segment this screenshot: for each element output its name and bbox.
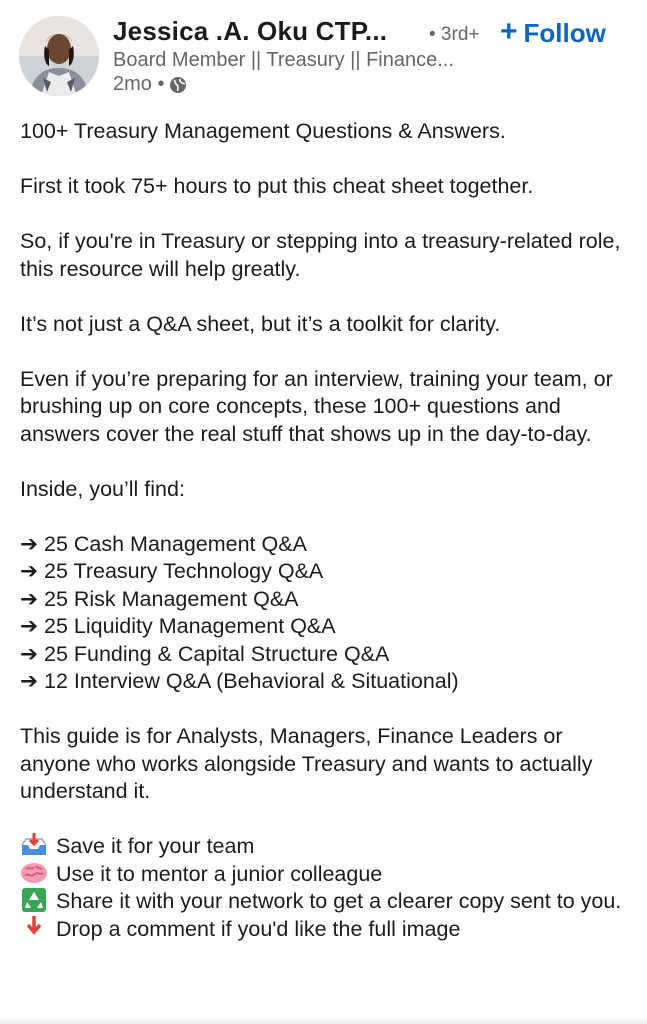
action-line — [20, 833, 632, 861]
author-avatar[interactable] — [19, 16, 99, 96]
brain-icon — [20, 861, 48, 885]
topics-list — [20, 531, 632, 696]
connection-degree: • 3rd+ — [429, 24, 480, 45]
list-item: ➔ 25 Treasury Technology Q&A — [20, 559, 324, 583]
author-name[interactable]: Jessica .A. Oku CTP... — [113, 16, 388, 46]
post-paragraph: Inside, you’ll find: — [20, 476, 185, 501]
action-text: Save it for your team — [56, 834, 255, 858]
inbox-tray-icon — [20, 833, 48, 857]
post-paragraph: This guide is for Analysts, Managers, Finance Leaders or anyone who works alongside Treasury and wants to actually understand it. — [20, 724, 593, 803]
post-meta — [113, 73, 187, 96]
post-time: 2mo • — [113, 73, 165, 95]
post-body — [20, 118, 632, 943]
action-text: Use it to mentor a junior colleague — [56, 861, 383, 886]
action-line — [20, 916, 632, 944]
follow-label: Follow — [523, 17, 606, 48]
action-line — [20, 861, 632, 889]
post-paragraph: So, if you're in Treasury or stepping into a treasury-related role, this resource will help greatly. — [20, 229, 621, 281]
author-headline: Board Member || Treasury || Finance... — [113, 49, 454, 71]
post-paragraph: Even if you’re preparing for an interview, training your team, or brushing up on core concepts, these 100+ questions and answers cover the real stuff that shows up in the day-to-day. — [20, 366, 613, 446]
recycle-icon — [20, 888, 48, 912]
globe-icon — [169, 76, 187, 94]
list-item: ➔ 25 Liquidity Management Q&A — [20, 614, 336, 638]
list-item: ➔ 25 Cash Management Q&A — [20, 531, 307, 556]
down-arrow-icon — [20, 916, 48, 940]
post-paragraph: It’s not just a Q&A sheet, but it’s a toolkit for clarity. — [20, 311, 501, 336]
post-paragraph: 100+ Treasury Management Questions & Answers. — [20, 119, 506, 143]
action-text: Drop a comment if you'd like the full image — [56, 916, 461, 941]
plus-icon: + — [500, 14, 518, 48]
post-header — [0, 0, 647, 110]
post-paragraph: First it took 75+ hours to put this cheat sheet together. — [20, 174, 534, 198]
scroll-edge — [0, 1016, 647, 1024]
list-item: ➔ 25 Funding & Capital Structure Q&A — [20, 641, 390, 666]
follow-button[interactable] — [500, 16, 606, 50]
action-line — [20, 888, 632, 916]
list-item: ➔ 25 Risk Management Q&A — [20, 586, 299, 611]
list-item: ➔ 12 Interview Q&A (Behavioral & Situational) — [20, 669, 459, 693]
action-text: Share it with your network to get a clearer copy sent to you. — [56, 889, 622, 913]
